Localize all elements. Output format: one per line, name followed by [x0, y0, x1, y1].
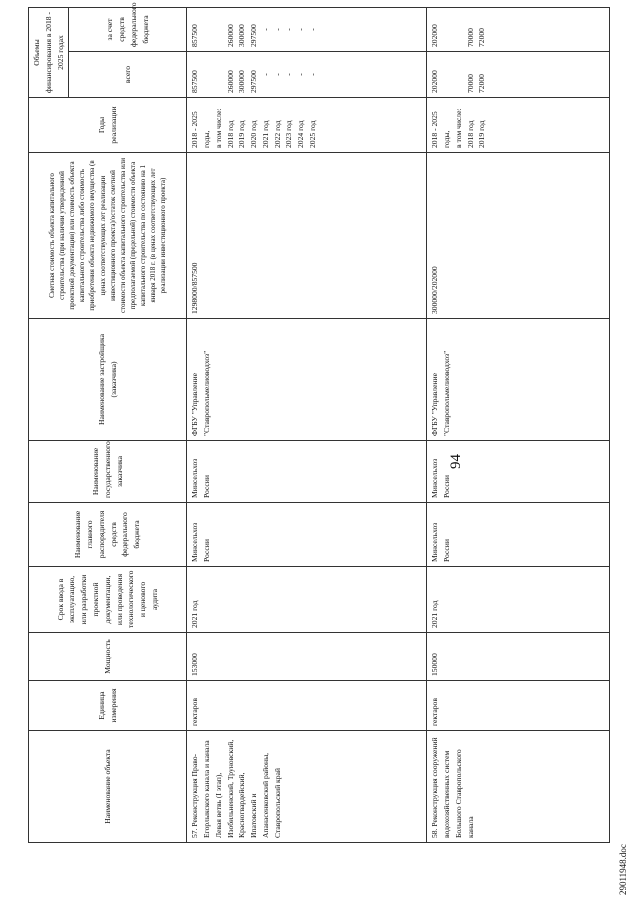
row-57-total: 857500 260000 300000 297500 - - - - - [187, 52, 427, 98]
row-58-federal: 202000 70000 72000 [427, 7, 610, 51]
header-funding-total: всего [69, 52, 187, 98]
table-row [427, 7, 610, 842]
header-funding-group: Объемы финансирования в 2018 - 2025 годах [29, 7, 69, 97]
row-58-state-customer: Минсельхоз России [427, 441, 610, 503]
row-58-total: 202000 70000 72000 [427, 52, 610, 98]
row-58-years: 2018 - 2025 годы, в том числе: 2018 год 2019 год [427, 98, 610, 153]
row-58-unit: гектаров [427, 681, 610, 731]
row-57-state-customer: Минсельхоз России [187, 441, 427, 503]
header-unit: Единица измерения [29, 681, 187, 731]
header-state-customer: Наименование государственного заказчика [29, 441, 187, 503]
row-58-main-manager: Минсельхоз России [427, 503, 610, 567]
row-57-name: 57. Реконструкция Право-Егорлыкского канала и канала Левая ветвь (I этап), Изобильненский, Труновский, Красногвардейский, Ипатовский и Апанасенковский районы, Ставропольский край [187, 731, 427, 843]
row-58-cost: 300000/202000 [427, 153, 610, 319]
header-capacity: Мощность [29, 633, 187, 681]
row-57-developer: ФГБУ "Управление "Ставропольмелиоводхоз" [187, 319, 427, 441]
row-58-developer: ФГБУ "Управление "Ставропольмелиоводхоз" [427, 319, 610, 441]
row-57-federal: 857500 260000 300000 297500 - - - - - [187, 7, 427, 51]
header-developer: Наименование застройщика (заказчика) [29, 319, 187, 441]
page-number: 94 [448, 454, 464, 469]
header-object-name: Наименование объекта [29, 731, 187, 843]
row-57-capacity: 153000 [187, 633, 427, 681]
row-58-capacity: 150000 [427, 633, 610, 681]
row-57-deadline: 2021 год [187, 567, 427, 633]
row-57-unit: гектаров [187, 681, 427, 731]
row-58-name: 58. Реконструкция сооружений водохозяйственных систем Большого Ставропольского канала [427, 731, 610, 843]
header-deadline: Срок ввода в эксплуатацию, или разработки проектной документации, или проведения технологического и ценового аудита [29, 567, 187, 633]
row-58-deadline: 2021 год [427, 567, 610, 633]
header-main-manager: Наименование главного распорядителя средств федерального бюджета [29, 503, 187, 567]
header-estimated-cost: Сметная стоимость объекта капитального строительства (при наличии утвержденной проектной документации) или стоимость объекта капитального строительства либо стоимость приобретения объекта недвижимого имущества (в ценах соответствующих лет реализации инвестиционного проекта)/остаток сметной стоимости объекта капитального строительства или предполагаемой (предельной) стоимости объекта капитального строительства по состоянию на 1 января 2018 г. (в ценах соответствующих лет реализации инвестиционного проекта) [29, 153, 187, 319]
table-row [187, 7, 427, 842]
header-years: Годы реализации [29, 98, 187, 153]
row-57-years: 2018 - 2025 годы, в том числе: 2018 год 2019 год 2020 год 2021 год 2022 год 2023 год 2024 год 2025 год [187, 98, 427, 153]
file-name: 29011948.doc [618, 844, 628, 895]
row-57-cost: 1298000/857500 [187, 153, 427, 319]
header-funding-federal: за счет средств федерального бюджета [69, 7, 187, 51]
investment-objects-table [28, 2, 610, 843]
row-57-main-manager: Минсельхоз России [187, 503, 427, 567]
